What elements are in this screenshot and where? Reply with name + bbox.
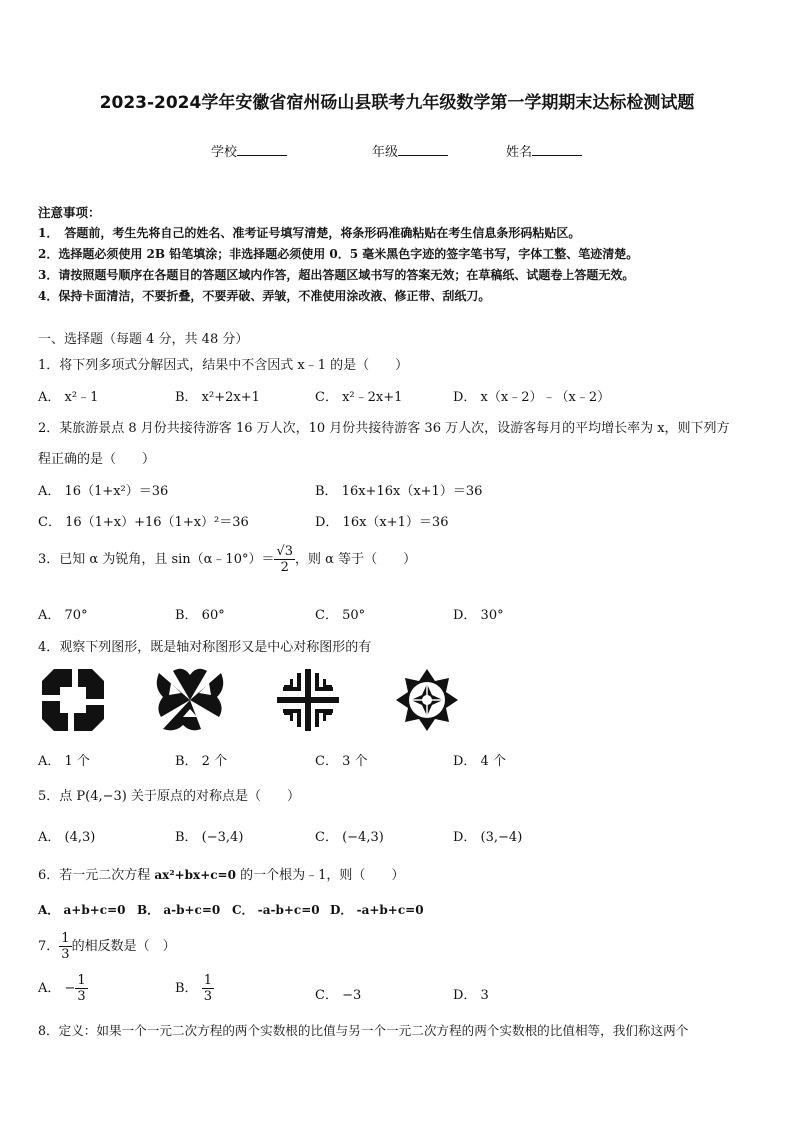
q7-stem bbox=[38, 932, 176, 961]
q5-option-b: B． (−3,4) bbox=[175, 830, 244, 845]
note-item: 4．保持卡面清洁，不要折叠，不要弄破、弄皱，不准使用涂改液、修正带、刮纸刀。 bbox=[38, 289, 491, 303]
note-item: 2．选择题必须使用 2B 铅笔填涂；非选择题必须使用 0．5 毫米黑色字迹的签字笔书写，字体工整、笔迹清楚。 bbox=[38, 247, 639, 261]
school-field bbox=[211, 141, 287, 160]
q7-option-a-fraction bbox=[75, 974, 87, 1003]
q3-option-c: C． 50° bbox=[315, 608, 366, 623]
q7-option-b bbox=[175, 974, 214, 1003]
grade-field bbox=[372, 141, 448, 160]
pinwheel-figure bbox=[153, 667, 227, 733]
q2-stem-cont: 程正确的是（ ） bbox=[38, 452, 156, 467]
grade-blank[interactable] bbox=[398, 144, 448, 156]
q6-option-b: B． a-b+c=0 bbox=[137, 903, 221, 917]
q1-option-d: D． x（x﹣2）﹣（x﹣2） bbox=[453, 390, 611, 405]
q7-option-c: C． −3 bbox=[315, 988, 362, 1003]
q2-option-d: D． 16x（x+1）＝36 bbox=[315, 515, 449, 530]
q1-option-b: B． x²+2x+1 bbox=[175, 390, 260, 405]
q5-option-a: A． (4,3) bbox=[38, 830, 96, 845]
note-item: 1． 答题前，考生先将自己的姓名、准考证号填写清楚，将条形码准确粘贴在考生信息条形码粘贴区。 bbox=[38, 226, 581, 240]
q5-stem: 5．点 P(4,−3) 关于原点的对称点是（ ） bbox=[38, 789, 300, 804]
name-blank[interactable] bbox=[532, 144, 582, 156]
q7-stem-post: 的相反数是（ ） bbox=[71, 939, 176, 954]
q4-option-a: A． 1 个 bbox=[38, 754, 90, 769]
notes-heading: 注意事项： bbox=[38, 205, 101, 220]
q3-option-a: A． 70° bbox=[38, 608, 88, 623]
cross-figure bbox=[276, 667, 340, 733]
q2-option-b: B． 16x+16x（x+1）＝36 bbox=[315, 484, 483, 499]
q6-stem-post: 的一个根为﹣1，则（ ） bbox=[235, 868, 405, 883]
q7-frac-num: 1 bbox=[61, 931, 70, 946]
q1-stem: 1．将下列多项式分解因式，结果中不含因式 x﹣1 的是（ ） bbox=[38, 358, 409, 373]
q2-stem: 2．某旅游景点 8 月份共接待游客 16 万人次，10 月份共接待游客 36 万人次，设游客每月的平均增长率为 x，则下列方 bbox=[38, 421, 730, 436]
q3-stem-pre: 3．已知 α 为锐角，且 sin（α﹣10°）＝ bbox=[38, 552, 275, 567]
q1-option-a: A． x²﹣1 bbox=[38, 390, 99, 405]
q7-frac-den: 3 bbox=[61, 947, 70, 962]
grade-label: 年级 bbox=[372, 145, 399, 160]
q2-option-a: A． 16（1+x²）＝36 bbox=[38, 484, 169, 499]
q7-option-b-fraction bbox=[202, 974, 214, 1003]
q5-option-d: D． (3,−4) bbox=[453, 830, 523, 845]
q1-option-c: C． x²﹣2x+1 bbox=[315, 390, 403, 405]
q5-option-c: C． (−4,3) bbox=[315, 830, 384, 845]
q7-option-b-num: 1 bbox=[203, 973, 212, 988]
q3-option-d: D． 30° bbox=[453, 608, 504, 623]
q7-option-b-den: 3 bbox=[203, 989, 212, 1004]
q7-option-b-label: B． bbox=[175, 981, 198, 996]
q4-option-d: D． 4 个 bbox=[453, 754, 506, 769]
q4-option-c: C． 3 个 bbox=[315, 754, 368, 769]
q3-stem-post: ，则 α 等于（ ） bbox=[295, 552, 417, 567]
q7-option-a-den: 3 bbox=[77, 989, 86, 1004]
square-logo-figure bbox=[40, 667, 106, 733]
q6-equation: ax²+bx+c=0 bbox=[154, 868, 236, 882]
q7-option-a-num: 1 bbox=[77, 973, 86, 988]
section-heading: 一、选择题（每题 4 分，共 48 分） bbox=[38, 332, 249, 347]
name-field bbox=[506, 141, 582, 160]
q4-stem: 4．观察下列图形，既是轴对称图形又是中心对称图形的有 bbox=[38, 640, 372, 655]
q6-stem bbox=[38, 864, 404, 883]
school-label: 学校 bbox=[211, 145, 238, 160]
q6-option-d: D． -a+b+c=0 bbox=[330, 903, 424, 917]
q7-number: 7． bbox=[38, 939, 60, 954]
q6-option-c: C． -a-b+c=0 bbox=[232, 903, 320, 917]
q4-option-b: B． 2 个 bbox=[175, 754, 228, 769]
q6-stem-pre: 6．若一元二次方程 bbox=[38, 868, 155, 883]
q6-option-a: A． a+b+c=0 bbox=[38, 903, 126, 917]
q3-option-b: B． 60° bbox=[175, 608, 225, 623]
school-blank[interactable] bbox=[237, 144, 287, 156]
q7-fraction bbox=[59, 932, 71, 961]
q3-fraction bbox=[274, 545, 295, 574]
q7-option-d: D． 3 bbox=[453, 988, 489, 1003]
q8-stem: 8．定义：如果一个一元二次方程的两个实数根的比值与另一个一元二次方程的两个实数根的比值相等，我们称这两个 bbox=[38, 1023, 689, 1038]
name-label: 姓名 bbox=[506, 145, 533, 160]
q7-option-a bbox=[38, 974, 88, 1003]
q3-stem bbox=[38, 545, 416, 574]
q7-option-a-label: A． − bbox=[38, 981, 76, 996]
star-figure bbox=[392, 667, 462, 733]
q3-frac-den: 2 bbox=[280, 560, 289, 575]
note-item: 3．请按照题号顺序在各题目的答题区域内作答，超出答题区域书写的答案无效；在草稿纸、试题卷上答题无效。 bbox=[38, 268, 635, 282]
page-title: 2023-2024学年安徽省宿州砀山县联考九年级数学第一学期期末达标检测试题 bbox=[99, 93, 695, 113]
q3-frac-num: √3 bbox=[276, 544, 294, 559]
q2-option-c: C． 16（1+x）+16（1+x）²＝36 bbox=[38, 515, 249, 530]
